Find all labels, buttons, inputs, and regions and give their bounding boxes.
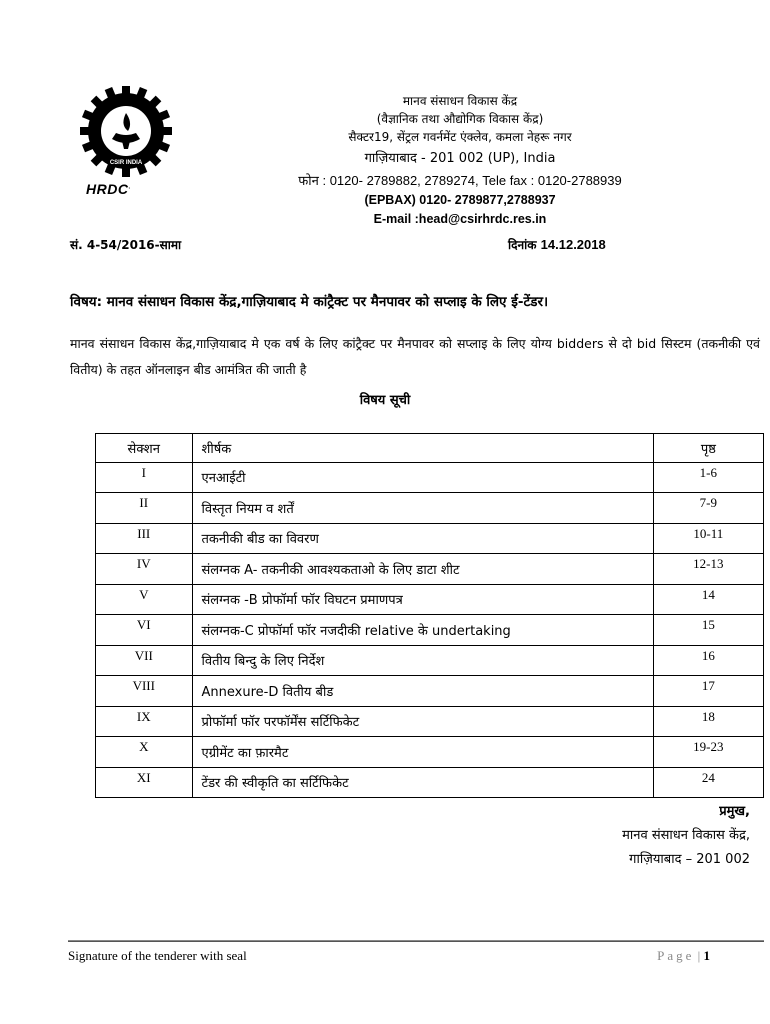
toc-table [95,433,764,798]
header-phone: फोन : 0120- 2789882, 2789274, Tele fax : 0120-2788939 [298,173,622,188]
toc-pages: 7-9 [653,493,763,524]
toc-pages: 10-11 [653,523,763,554]
toc-title-cell: प्रोफॉर्मा फॉर परफॉर्मेंस सर्टिफिकेट [192,706,653,737]
header-epbax: (EPBAX) 0120- 2789877,2788937 [364,193,556,207]
page-number: 1 [703,948,710,963]
logo-ring-text: CSIR INDIA [109,160,143,166]
toc-title: विषय सूची [359,393,411,408]
toc-title-cell: Annexure-D वितीय बीड [192,676,653,707]
toc-section: VIII [96,676,193,707]
toc-title-cell: एनआईटी [192,462,653,493]
header-org-subtitle: (वैज्ञानिक तथा औद्योगिक विकास केंद्र) [376,112,544,126]
date-value: 14.12.2018 [540,237,606,252]
hrdc-logo-caption: HRDC. [86,181,131,197]
table-row [96,462,764,493]
toc-title-cell: संलग्नक A- तकनीकी आवश्यकताओ के लिए डाटा शीट [192,554,653,585]
table-row [96,584,764,615]
header-address-line2: गाज़ियाबाद - 201 002 (UP), India [364,151,556,166]
table-row [96,493,764,524]
toc-section: V [96,584,193,615]
toc-section: III [96,523,193,554]
toc-header-section: सेक्शन [96,434,193,463]
page-separator: | [697,948,701,963]
table-row [96,645,764,676]
toc-header-title: शीर्षक [192,434,653,463]
toc-pages: 16 [653,645,763,676]
table-row [96,615,764,646]
header-address-line1: सैक्टर19, सेंट्रल गवर्नमेंट एंक्लेव, कमला नेहरू नगर [348,130,572,144]
toc-pages: 19-23 [653,737,763,768]
toc-pages: 15 [653,615,763,646]
toc-pages: 18 [653,706,763,737]
signature-org: मानव संसाधन विकास केंद्र, [622,828,750,843]
table-row [96,706,764,737]
csir-logo [66,86,186,186]
toc-section: XI [96,767,193,798]
toc-section: II [96,493,193,524]
toc-section: X [96,737,193,768]
toc-pages: 24 [653,767,763,798]
toc-pages: 1-6 [653,462,763,493]
toc-title-cell: तकनीकी बीड का विवरण [192,523,653,554]
footer-signature-note: Signature of the tenderer with seal [68,948,247,963]
toc-title-cell: एग्रीमेंट का फ़ारमैट [192,737,653,768]
toc-title-cell: वितीय बिन्दु के लिए निर्देश [192,645,653,676]
toc-section: IX [96,706,193,737]
subject-line: विषय: मानव संसाधन विकास केंद्र,गाज़ियाबाद मे कांट्रैक्ट पर मैनपावर को सप्लाइ के लिए ई-टेंडर। [70,294,549,310]
toc-title-cell: टेंडर की स्वीकृति का सर्टिफिकेट [192,767,653,798]
toc-title-cell: संलग्नक-C प्रोफॉर्मा फॉर नजदीकी relative के undertaking [192,615,653,646]
hrdc-text: HRDC [86,181,129,197]
toc-section: VI [96,615,193,646]
footer-divider [68,940,764,942]
table-row [96,737,764,768]
page-label: Page [657,948,695,963]
toc-pages: 14 [653,584,763,615]
toc-title-cell: संलग्नक -B प्रोफॉर्मा फॉर विघटन प्रमाणपत्र [192,584,653,615]
signature-city: गाज़ियाबाद – 201 002 [629,852,750,867]
toc-title-cell: विस्तृत नियम व शर्तें [192,493,653,524]
date-label: दिनांक [508,238,537,252]
toc-section: VII [96,645,193,676]
intro-paragraph: मानव संसाधन विकास केंद्र,गाज़ियाबाद मे एक वर्ष के लिए कांट्रैक्ट पर मैनपावर को सप्लाइ के लिए योग्य bidders से दो bid सिस्टम (तकनीकी एवं वितीय) के तहत ऑनलाइन बीड आमंत्रित की जाती है [70,336,760,377]
table-row [96,767,764,798]
footer-page-number [657,948,710,964]
table-row [96,523,764,554]
toc-pages: 12-13 [653,554,763,585]
header-org-name: मानव संसाधन विकास केंद्र [402,94,518,108]
header-email: E-mail :head@csirhrdc.res.in [373,212,547,226]
toc-pages: 17 [653,676,763,707]
toc-section: I [96,462,193,493]
table-row [96,554,764,585]
reference-date [508,236,606,253]
reference-number: सं. 4-54/2016-सामा [70,238,182,252]
toc-header-page: पृष्ठ [653,434,763,463]
signature-designation: प्रमुख, [719,804,750,819]
toc-section: IV [96,554,193,585]
table-row [96,676,764,707]
toc-header-row [96,434,764,463]
